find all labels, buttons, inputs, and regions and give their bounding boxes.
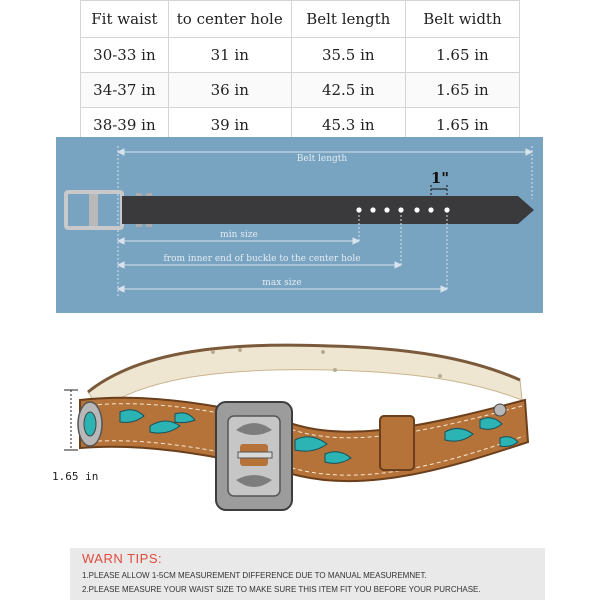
cell-belt-width: 1.65 in xyxy=(405,38,519,73)
belt-measurement-diagram xyxy=(56,137,543,313)
belt-length-label: Belt length xyxy=(296,154,348,164)
cell-belt-length: 45.3 in xyxy=(291,108,405,143)
min-size-label: min size xyxy=(220,230,258,240)
diagram-svg xyxy=(56,137,543,313)
cell-center-hole: 36 in xyxy=(168,73,291,108)
header-belt-length: Belt length xyxy=(291,1,405,38)
header-fit-waist: Fit waist xyxy=(81,1,169,38)
cell-fit-waist: 30-33 in xyxy=(81,38,169,73)
cell-belt-width: 1.65 in xyxy=(405,73,519,108)
western-buckle-icon xyxy=(216,402,292,510)
belt-width-label: 1.65 in xyxy=(52,470,99,483)
table-header-row xyxy=(81,1,520,38)
center-hole-label: from inner end of buckle to the center hole xyxy=(163,254,361,264)
belt-strap xyxy=(122,196,534,224)
belt-product-photo xyxy=(0,330,600,540)
header-to-center-hole: to center hole xyxy=(168,1,291,38)
table-row xyxy=(81,38,520,73)
warn-tips-title: WARN TIPS: xyxy=(82,551,163,566)
warn-tip-line: 1.PLEASE ALLOW 1-5CM MEASUREMENT DIFFERENCE DUE TO MANUAL MEASUREMNET. xyxy=(82,571,427,580)
concho-right-icon xyxy=(494,404,506,416)
size-chart-table xyxy=(80,0,520,143)
cell-belt-width: 1.65 in xyxy=(405,108,519,143)
cell-center-hole: 39 in xyxy=(168,108,291,143)
hole-spacing-label: 1" xyxy=(430,169,450,187)
warn-tips-box xyxy=(70,548,545,600)
cell-fit-waist: 34-37 in xyxy=(81,73,169,108)
cell-fit-waist: 38-39 in xyxy=(81,108,169,143)
cell-belt-length: 35.5 in xyxy=(291,38,405,73)
max-size-label: max size xyxy=(262,278,302,288)
belt-keeper xyxy=(380,416,414,470)
table-row xyxy=(81,73,520,108)
warn-tip-line: 2.PLEASE MEASURE YOUR WAIST SIZE TO MAKE SURE THIS ITEM FIT YOU BEFORE YOUR PURCHASE. xyxy=(82,585,481,594)
width-indicator xyxy=(64,390,78,450)
cell-center-hole: 31 in xyxy=(168,38,291,73)
header-belt-width: Belt width xyxy=(405,1,519,38)
cell-belt-length: 42.5 in xyxy=(291,73,405,108)
concho-left-icon xyxy=(78,402,102,446)
